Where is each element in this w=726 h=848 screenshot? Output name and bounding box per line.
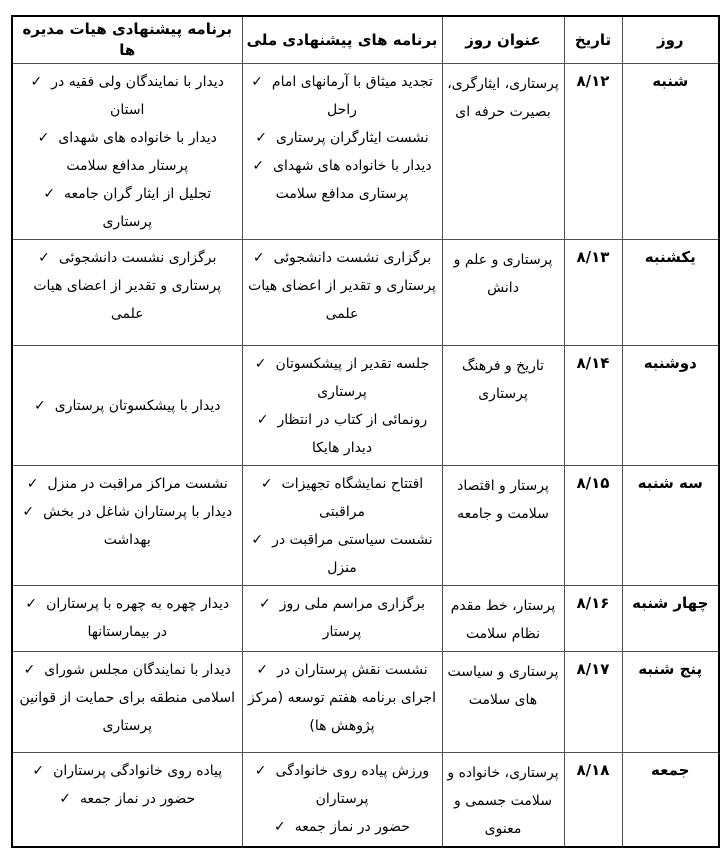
day-cell: سه شنبه xyxy=(622,466,719,586)
header-row xyxy=(12,16,719,64)
date-cell: ۸/۱۳ xyxy=(564,240,622,346)
check-icon: ✓ xyxy=(59,791,72,807)
header-day: روز xyxy=(622,16,719,64)
program-item xyxy=(17,590,238,646)
program-item-text: نشست نقش پرستاران در اجرای برنامه هفتم توسعه (مرکز پژوهش ها) xyxy=(248,662,436,734)
national-programs-cell xyxy=(242,586,442,652)
table-row-saturday xyxy=(12,64,719,240)
check-icon: ✓ xyxy=(37,130,50,146)
check-icon: ✓ xyxy=(254,763,267,779)
date-cell: ۸/۱۲ xyxy=(564,64,622,240)
date-cell: ۸/۱۴ xyxy=(564,346,622,466)
day-title-cell: پرستاری، ایثارگری، بصیرت حرفه ای xyxy=(442,64,564,240)
check-icon: ✓ xyxy=(38,250,50,266)
program-item-text: نشست ایثارگران پرستاری xyxy=(276,130,429,146)
check-icon: ✓ xyxy=(25,596,38,612)
program-item-text: ورزش پیاده روی خانوادگی پرستاران xyxy=(275,763,430,807)
program-item xyxy=(247,124,438,152)
program-item xyxy=(247,757,438,813)
board-programs-cell xyxy=(12,240,242,346)
program-item xyxy=(247,526,438,582)
program-item-text: دیدار با نمایندگان مجلس شورای اسلامی منطقه برای حمایت از قوانین پرستاری xyxy=(19,662,236,734)
day-title-cell: تاریخ و فرهنگ پرستاری xyxy=(442,346,564,466)
day-title-cell: پرستاری و سیاست های سلامت xyxy=(442,652,564,753)
check-icon: ✓ xyxy=(259,596,271,612)
header-national-programs: برنامه های پیشنهادی ملی xyxy=(242,16,442,64)
board-programs-cell xyxy=(12,346,242,466)
day-title-cell: پرستار و اقتصاد سلامت و جامعه xyxy=(442,466,564,586)
board-programs-cell xyxy=(12,586,242,652)
program-item-text: دیدار چهره به چهره با پرستاران در بیمارستانها xyxy=(46,596,230,640)
table-row-tuesday xyxy=(12,466,719,586)
national-programs-cell xyxy=(242,652,442,753)
program-item-text: تجدید میثاق با آرمانهای امام راحل xyxy=(271,74,433,118)
day-cell: چهار شنبه xyxy=(622,586,719,652)
program-item-text: حضور در نماز جمعه xyxy=(80,791,196,807)
day-cell: پنج شنبه xyxy=(622,652,719,753)
program-item xyxy=(247,813,438,841)
board-programs-cell xyxy=(12,64,242,240)
board-programs-cell xyxy=(12,466,242,586)
program-item-text: برگزاری نشست دانشجوئی پرستاری و تقدیر از اعضای هیات علمی xyxy=(33,250,222,322)
day-cell: دوشنبه xyxy=(622,346,719,466)
program-item xyxy=(17,498,238,554)
program-item xyxy=(17,244,238,328)
program-item-text: حضور در نماز جمعه xyxy=(294,819,410,835)
national-programs-cell xyxy=(242,466,442,586)
check-icon: ✓ xyxy=(254,356,267,372)
program-item-text: افتتاح نمایشگاه تجهیزات مراقبتی xyxy=(281,476,424,520)
date-cell: ۸/۱۸ xyxy=(564,753,622,848)
check-icon: ✓ xyxy=(34,398,46,414)
date-cell: ۸/۱۶ xyxy=(564,586,622,652)
national-programs-cell xyxy=(242,346,442,466)
check-icon: ✓ xyxy=(252,158,265,174)
program-item-text: برگزاری نشست دانشجوئی پرستاری و تقدیر از اعضای هیات علمی xyxy=(248,250,436,322)
national-programs-cell xyxy=(242,240,442,346)
check-icon: ✓ xyxy=(256,412,269,428)
day-title-cell: پرستاری، خانواده و سلامت جسمی و معنوی xyxy=(442,753,564,848)
program-item-text: جلسه تقدیر از پیشکسوتان پرستاری xyxy=(275,356,430,400)
day-title-cell: پرستار، خط مقدم نظام سلامت xyxy=(442,586,564,652)
date-cell: ۸/۱۵ xyxy=(564,466,622,586)
program-item-text: پیاده روی خانوادگی پرستاران xyxy=(53,763,223,779)
check-icon: ✓ xyxy=(43,186,56,202)
program-item xyxy=(247,350,438,406)
day-title-cell: پرستاری و علم و دانش xyxy=(442,240,564,346)
day-cell: جمعه xyxy=(622,753,719,848)
board-programs-cell xyxy=(12,652,242,753)
check-icon: ✓ xyxy=(22,504,35,520)
program-item xyxy=(17,180,238,236)
header-board-programs: برنامه پیشنهادی هیات مدیره ها xyxy=(12,16,242,64)
national-programs-cell xyxy=(242,753,442,848)
check-icon: ✓ xyxy=(32,763,45,779)
check-icon: ✓ xyxy=(251,74,263,90)
program-item xyxy=(17,124,238,180)
program-item xyxy=(247,68,438,124)
table-row-wednesday xyxy=(12,586,719,652)
program-item xyxy=(247,244,438,328)
program-item xyxy=(247,590,438,646)
program-item xyxy=(17,757,238,785)
program-item xyxy=(247,470,438,526)
board-programs-cell xyxy=(12,753,242,848)
date-cell: ۸/۱۷ xyxy=(564,652,622,753)
program-item-text: دیدار با پیشکسوتان پرستاری xyxy=(54,398,221,414)
header-date: تاریخ xyxy=(564,16,622,64)
program-item xyxy=(17,785,238,813)
program-item-text: نشست مراکز مراقبت در منزل xyxy=(47,476,228,492)
program-item xyxy=(17,470,238,498)
program-item xyxy=(17,68,238,124)
table-row-friday xyxy=(12,753,719,848)
header-title: عنوان روز xyxy=(442,16,564,64)
national-programs-cell xyxy=(242,64,442,240)
program-item-text: نشست سیاستی مراقبت در منزل xyxy=(272,532,433,576)
program-item-text: دیدار با خانواده های شهدای پرستاری مدافع سلامت xyxy=(273,158,432,202)
program-item xyxy=(247,406,438,462)
program-item xyxy=(17,656,238,740)
day-cell: شنبه xyxy=(622,64,719,240)
program-item-text: برگزاری مراسم ملی روز پرستار xyxy=(279,596,425,640)
check-icon: ✓ xyxy=(255,130,268,146)
check-icon: ✓ xyxy=(23,662,36,678)
program-item-text: دیدار با پرستاران شاغل در بخش بهداشت xyxy=(43,504,233,548)
program-item-text: دیدار با نمایندگان ولی فقیه در استان xyxy=(51,74,224,118)
table-row-sunday xyxy=(12,240,719,346)
check-icon: ✓ xyxy=(256,662,269,678)
table-row-monday xyxy=(12,346,719,466)
program-item xyxy=(17,392,238,420)
program-item xyxy=(247,152,438,208)
program-item-text: رونمائی از کتاب در انتظار دیدار هایکا xyxy=(277,412,428,456)
program-item-text: دیدار با خانواده های شهدای پرستار مدافع سلامت xyxy=(58,130,217,174)
check-icon: ✓ xyxy=(26,476,39,492)
day-cell: یکشنبه xyxy=(622,240,719,346)
check-icon: ✓ xyxy=(252,250,265,266)
table-row-thursday xyxy=(12,652,719,753)
check-icon: ✓ xyxy=(260,476,273,492)
check-icon: ✓ xyxy=(30,74,43,90)
schedule-table xyxy=(11,15,720,848)
program-item-text: تجلیل از ایثار گران جامعه پرستاری xyxy=(64,186,212,230)
check-icon: ✓ xyxy=(274,819,286,835)
program-item xyxy=(247,656,438,740)
check-icon: ✓ xyxy=(251,532,264,548)
